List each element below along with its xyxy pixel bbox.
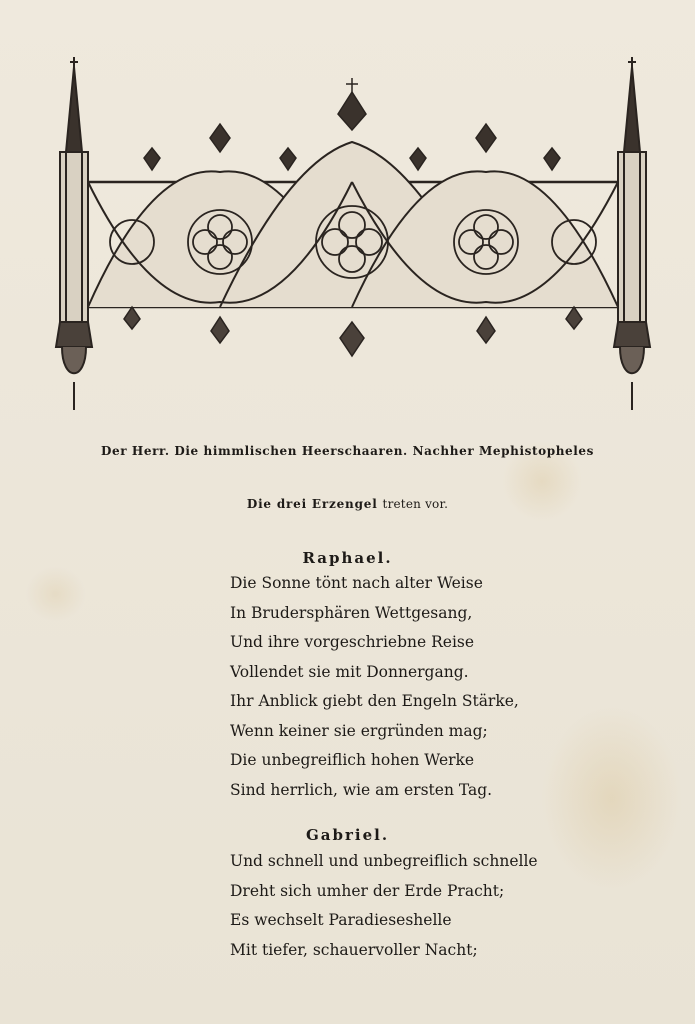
scene-characters-heading: Der Herr. Die himmlischen Heerschaaren. Nachher Mephistopheles <box>100 444 595 458</box>
verse-line: Sind herrlich, wie am ersten Tag. <box>230 780 493 799</box>
verse-stanza <box>230 847 670 965</box>
verse-stanza <box>230 569 670 805</box>
stage-direction-plain: treten vor. <box>382 497 449 511</box>
verse-line: Es wechselt Paradieseshelle <box>230 911 452 929</box>
verse-line: Wenn keiner sie ergründen mag; <box>230 721 488 740</box>
speaker-name: Gabriel. <box>305 826 390 844</box>
speaker-name: Raphael. <box>302 549 393 567</box>
stage-direction-bold: Die drei Erzengel <box>246 497 378 511</box>
verse-line: Die Sonne tönt nach alter Weise <box>230 574 483 592</box>
verse-line: In Brudersphären Wettgesang, <box>230 603 473 622</box>
verse-line: Dreht sich umher der Erde Pracht; <box>230 881 505 900</box>
verse-line: Vollendet sie mit Donnergang. <box>230 662 469 681</box>
verse-line: Die unbegreiflich hohen Werke <box>230 751 475 769</box>
stage-direction <box>0 497 695 511</box>
verse-line: Und ihre vorgeschriebne Reise <box>230 633 475 651</box>
verse-line: Mit tiefer, schauervoller Nacht; <box>230 940 478 959</box>
verse-line: Ihr Anblick giebt den Engeln Stärke, <box>230 692 519 710</box>
gothic-ornament-illustration <box>52 52 666 417</box>
verse-line: Und schnell und unbegreiflich schnelle <box>230 852 538 870</box>
